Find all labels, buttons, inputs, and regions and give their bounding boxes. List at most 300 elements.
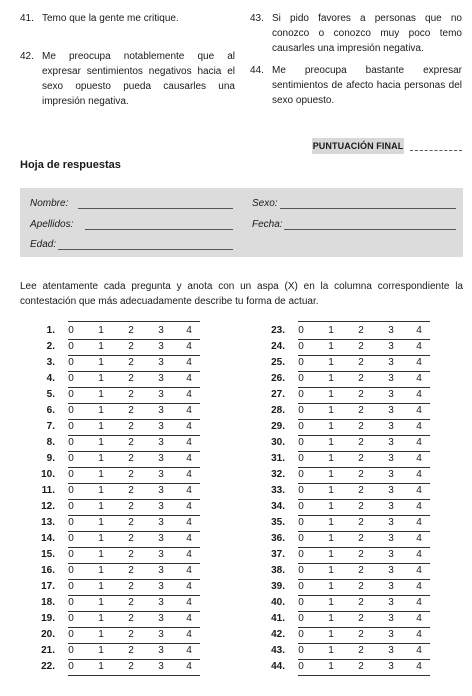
final-score xyxy=(312,138,462,154)
answer-options xyxy=(298,579,430,596)
answer-option-0[interactable]: 0 xyxy=(68,565,74,576)
surname-label: Apellidos: xyxy=(30,219,74,230)
answer-options xyxy=(68,579,200,596)
answer-row-number: 36. xyxy=(271,533,285,544)
answer-option-1[interactable]: 1 xyxy=(328,437,334,448)
answer-option-1[interactable]: 1 xyxy=(98,421,104,432)
answer-option-4[interactable]: 4 xyxy=(186,357,192,368)
answer-option-2[interactable]: 2 xyxy=(128,373,134,384)
answer-option-1[interactable]: 1 xyxy=(328,469,334,480)
answer-option-3[interactable]: 3 xyxy=(158,613,164,624)
answer-row-number: 2. xyxy=(46,341,55,352)
answer-options xyxy=(68,659,200,676)
answer-option-0[interactable]: 0 xyxy=(298,357,304,368)
answer-option-2[interactable]: 2 xyxy=(358,629,364,640)
answer-option-1[interactable]: 1 xyxy=(328,597,334,608)
answer-option-3[interactable]: 3 xyxy=(158,629,164,640)
question-41 xyxy=(20,11,225,26)
sex-input-line[interactable] xyxy=(280,208,456,209)
answer-row-number: 24. xyxy=(271,341,285,352)
answer-option-4[interactable]: 4 xyxy=(416,373,422,384)
answer-option-4[interactable]: 4 xyxy=(416,357,422,368)
answer-option-1[interactable]: 1 xyxy=(98,517,104,528)
answer-options xyxy=(68,499,200,516)
answer-option-0[interactable]: 0 xyxy=(298,373,304,384)
answer-option-0[interactable]: 0 xyxy=(298,501,304,512)
answer-row-number: 9. xyxy=(46,453,55,464)
question-44 xyxy=(250,63,462,108)
answer-option-2[interactable]: 2 xyxy=(358,565,364,576)
answer-option-0[interactable]: 0 xyxy=(298,629,304,640)
name-input-line[interactable] xyxy=(78,208,233,209)
answer-option-1[interactable]: 1 xyxy=(328,581,334,592)
answer-option-3[interactable]: 3 xyxy=(158,645,164,656)
answer-option-2[interactable]: 2 xyxy=(358,357,364,368)
answer-option-4[interactable]: 4 xyxy=(186,565,192,576)
answer-option-4[interactable]: 4 xyxy=(186,405,192,416)
answer-options xyxy=(298,371,430,388)
answer-option-0[interactable]: 0 xyxy=(298,645,304,656)
answer-row-number: 20. xyxy=(41,629,55,640)
answer-option-3[interactable]: 3 xyxy=(158,581,164,592)
answer-option-3[interactable]: 3 xyxy=(158,373,164,384)
answer-option-3[interactable]: 3 xyxy=(158,389,164,400)
answer-options xyxy=(298,643,430,660)
answer-option-2[interactable]: 2 xyxy=(358,549,364,560)
answer-option-0[interactable]: 0 xyxy=(68,405,74,416)
answer-option-0[interactable]: 0 xyxy=(68,597,74,608)
answer-option-2[interactable]: 2 xyxy=(358,453,364,464)
answer-option-0[interactable]: 0 xyxy=(68,661,74,672)
answer-option-0[interactable]: 0 xyxy=(298,421,304,432)
question-text: Me preocupa notablemente que al expresar sentimientos negativos hacia el sexo opuesto pueda causarles una impresión negativa. xyxy=(42,51,235,107)
answer-row-number: 29. xyxy=(271,421,285,432)
answer-option-1[interactable]: 1 xyxy=(328,389,334,400)
answer-option-4[interactable]: 4 xyxy=(186,341,192,352)
answer-option-1[interactable]: 1 xyxy=(98,469,104,480)
answer-option-1[interactable]: 1 xyxy=(98,389,104,400)
answer-option-1[interactable]: 1 xyxy=(98,565,104,576)
answer-option-0[interactable]: 0 xyxy=(298,661,304,672)
answer-option-4[interactable]: 4 xyxy=(416,517,422,528)
answer-option-1[interactable]: 1 xyxy=(328,661,334,672)
answer-option-2[interactable]: 2 xyxy=(128,341,134,352)
answer-option-0[interactable]: 0 xyxy=(298,485,304,496)
answer-option-1[interactable]: 1 xyxy=(98,533,104,544)
answer-row-number: 30. xyxy=(271,437,285,448)
answer-row-number: 40. xyxy=(271,597,285,608)
answer-option-2[interactable]: 2 xyxy=(358,581,364,592)
answer-option-0[interactable]: 0 xyxy=(298,469,304,480)
answer-option-3[interactable]: 3 xyxy=(388,597,394,608)
answer-option-0[interactable]: 0 xyxy=(68,645,74,656)
answer-options xyxy=(298,611,430,628)
answer-option-2[interactable]: 2 xyxy=(128,565,134,576)
answer-option-1[interactable]: 1 xyxy=(328,517,334,528)
answer-option-3[interactable]: 3 xyxy=(158,597,164,608)
answer-option-0[interactable]: 0 xyxy=(68,549,74,560)
answer-option-0[interactable]: 0 xyxy=(298,597,304,608)
answer-option-3[interactable]: 3 xyxy=(388,373,394,384)
answer-option-0[interactable]: 0 xyxy=(68,533,74,544)
answer-row-number: 5. xyxy=(46,389,55,400)
answer-option-0[interactable]: 0 xyxy=(68,613,74,624)
answer-option-4[interactable]: 4 xyxy=(416,485,422,496)
answer-option-4[interactable]: 4 xyxy=(416,469,422,480)
answer-option-1[interactable]: 1 xyxy=(98,645,104,656)
answer-option-3[interactable]: 3 xyxy=(388,549,394,560)
answer-option-1[interactable]: 1 xyxy=(98,373,104,384)
answer-option-4[interactable]: 4 xyxy=(186,597,192,608)
answer-row-number: 44. xyxy=(271,661,285,672)
answer-option-4[interactable]: 4 xyxy=(416,421,422,432)
answer-option-2[interactable]: 2 xyxy=(358,341,364,352)
answer-option-2[interactable]: 2 xyxy=(358,597,364,608)
answer-option-0[interactable]: 0 xyxy=(68,485,74,496)
answer-option-4[interactable]: 4 xyxy=(416,533,422,544)
answer-row-number: 34. xyxy=(271,501,285,512)
answer-options xyxy=(298,419,430,436)
answer-option-4[interactable]: 4 xyxy=(186,645,192,656)
answer-option-2[interactable]: 2 xyxy=(128,469,134,480)
answer-option-1[interactable]: 1 xyxy=(328,645,334,656)
answer-option-3[interactable]: 3 xyxy=(388,501,394,512)
answer-option-2[interactable]: 2 xyxy=(128,389,134,400)
answer-option-2[interactable]: 2 xyxy=(128,613,134,624)
answer-option-4[interactable]: 4 xyxy=(186,517,192,528)
answer-option-2[interactable]: 2 xyxy=(128,629,134,640)
answer-option-1[interactable]: 1 xyxy=(328,421,334,432)
answer-option-4[interactable]: 4 xyxy=(186,421,192,432)
answer-option-4[interactable]: 4 xyxy=(416,453,422,464)
answer-option-0[interactable]: 0 xyxy=(298,517,304,528)
answer-option-1[interactable]: 1 xyxy=(328,549,334,560)
answer-grid-top-rule xyxy=(298,321,430,322)
answer-option-4[interactable]: 4 xyxy=(416,581,422,592)
answer-option-4[interactable]: 4 xyxy=(416,405,422,416)
answer-option-3[interactable]: 3 xyxy=(388,453,394,464)
answer-option-4[interactable]: 4 xyxy=(416,661,422,672)
answer-option-2[interactable]: 2 xyxy=(128,597,134,608)
answer-row-number: 14. xyxy=(41,533,55,544)
answer-option-2[interactable]: 2 xyxy=(358,389,364,400)
answer-row-number: 31. xyxy=(271,453,285,464)
answer-option-3[interactable]: 3 xyxy=(388,421,394,432)
answer-option-4[interactable]: 4 xyxy=(186,501,192,512)
answer-option-1[interactable]: 1 xyxy=(328,613,334,624)
answer-option-0[interactable]: 0 xyxy=(68,389,74,400)
answer-option-2[interactable]: 2 xyxy=(358,613,364,624)
answer-option-4[interactable]: 4 xyxy=(186,453,192,464)
answer-option-2[interactable]: 2 xyxy=(358,421,364,432)
answer-option-3[interactable]: 3 xyxy=(158,453,164,464)
answer-option-1[interactable]: 1 xyxy=(328,405,334,416)
answer-option-0[interactable]: 0 xyxy=(68,453,74,464)
answer-option-1[interactable]: 1 xyxy=(328,341,334,352)
answer-option-0[interactable]: 0 xyxy=(298,533,304,544)
answer-option-1[interactable]: 1 xyxy=(328,373,334,384)
date-input-line[interactable] xyxy=(284,229,456,230)
surname-input-line[interactable] xyxy=(85,229,233,230)
answer-row-number: 17. xyxy=(41,581,55,592)
answer-options xyxy=(298,435,430,452)
answer-option-3[interactable]: 3 xyxy=(158,517,164,528)
answer-option-2[interactable]: 2 xyxy=(358,469,364,480)
answer-row-number: 42. xyxy=(271,629,285,640)
answer-option-1[interactable]: 1 xyxy=(98,437,104,448)
answer-option-3[interactable]: 3 xyxy=(388,533,394,544)
answer-options xyxy=(298,355,430,372)
answer-option-4[interactable]: 4 xyxy=(416,629,422,640)
answer-options xyxy=(298,563,430,580)
answer-options xyxy=(68,419,200,436)
answer-option-2[interactable]: 2 xyxy=(358,517,364,528)
answer-option-1[interactable]: 1 xyxy=(328,565,334,576)
answer-option-3[interactable]: 3 xyxy=(388,645,394,656)
answer-row-number: 43. xyxy=(271,645,285,656)
answer-options xyxy=(68,323,200,340)
answer-option-0[interactable]: 0 xyxy=(298,405,304,416)
answer-option-0[interactable]: 0 xyxy=(68,373,74,384)
answer-option-2[interactable]: 2 xyxy=(128,405,134,416)
answer-option-3[interactable]: 3 xyxy=(388,517,394,528)
answer-option-3[interactable]: 3 xyxy=(158,549,164,560)
answer-option-4[interactable]: 4 xyxy=(186,469,192,480)
answer-option-4[interactable]: 4 xyxy=(416,565,422,576)
answer-options xyxy=(298,403,430,420)
answer-row-number: 6. xyxy=(46,405,55,416)
answer-option-3[interactable]: 3 xyxy=(158,357,164,368)
answer-option-2[interactable]: 2 xyxy=(128,421,134,432)
answer-option-1[interactable]: 1 xyxy=(328,357,334,368)
answer-option-2[interactable]: 2 xyxy=(128,517,134,528)
answer-options xyxy=(298,627,430,644)
answer-row-number: 16. xyxy=(41,565,55,576)
answer-option-1[interactable]: 1 xyxy=(98,613,104,624)
answer-option-1[interactable]: 1 xyxy=(328,485,334,496)
answer-option-2[interactable]: 2 xyxy=(358,325,364,336)
answer-options xyxy=(68,355,200,372)
answer-option-3[interactable]: 3 xyxy=(158,421,164,432)
answer-option-3[interactable]: 3 xyxy=(158,405,164,416)
answer-option-0[interactable]: 0 xyxy=(298,613,304,624)
answer-option-1[interactable]: 1 xyxy=(98,485,104,496)
answer-options xyxy=(68,627,200,644)
answer-option-1[interactable]: 1 xyxy=(98,661,104,672)
answer-option-1[interactable]: 1 xyxy=(98,581,104,592)
answer-option-2[interactable]: 2 xyxy=(128,533,134,544)
answer-option-3[interactable]: 3 xyxy=(388,581,394,592)
answer-option-1[interactable]: 1 xyxy=(328,453,334,464)
answer-option-3[interactable]: 3 xyxy=(388,389,394,400)
answer-option-1[interactable]: 1 xyxy=(98,405,104,416)
answer-options xyxy=(68,387,200,404)
answer-options xyxy=(68,515,200,532)
answer-option-2[interactable]: 2 xyxy=(128,357,134,368)
question-42 xyxy=(20,49,235,109)
answer-options xyxy=(298,499,430,516)
answer-option-4[interactable]: 4 xyxy=(186,613,192,624)
answer-option-4[interactable]: 4 xyxy=(416,341,422,352)
answer-options xyxy=(298,483,430,500)
answer-row-number: 19. xyxy=(41,613,55,624)
answer-option-2[interactable]: 2 xyxy=(128,645,134,656)
answer-option-2[interactable]: 2 xyxy=(358,437,364,448)
answer-option-0[interactable]: 0 xyxy=(68,325,74,336)
answer-option-0[interactable]: 0 xyxy=(68,469,74,480)
answer-options xyxy=(298,659,430,676)
date-label: Fecha: xyxy=(252,219,283,230)
answer-row-number: 11. xyxy=(41,485,55,496)
answer-option-4[interactable]: 4 xyxy=(186,533,192,544)
answer-grid-top-rule xyxy=(68,321,200,322)
answer-option-0[interactable]: 0 xyxy=(68,341,74,352)
answer-option-2[interactable]: 2 xyxy=(128,453,134,464)
answer-option-0[interactable]: 0 xyxy=(68,581,74,592)
answer-row-number: 38. xyxy=(271,565,285,576)
answer-options xyxy=(298,451,430,468)
answer-option-4[interactable]: 4 xyxy=(416,645,422,656)
answer-option-2[interactable]: 2 xyxy=(128,661,134,672)
answer-option-4[interactable]: 4 xyxy=(186,661,192,672)
answer-option-4[interactable]: 4 xyxy=(416,389,422,400)
answer-option-0[interactable]: 0 xyxy=(68,501,74,512)
answer-option-3[interactable]: 3 xyxy=(388,341,394,352)
answer-option-3[interactable]: 3 xyxy=(158,533,164,544)
answer-option-1[interactable]: 1 xyxy=(328,629,334,640)
answer-option-4[interactable]: 4 xyxy=(186,389,192,400)
age-input-line[interactable] xyxy=(58,249,233,250)
answer-option-2[interactable]: 2 xyxy=(128,501,134,512)
answer-option-0[interactable]: 0 xyxy=(298,453,304,464)
answer-option-0[interactable]: 0 xyxy=(68,517,74,528)
answer-option-1[interactable]: 1 xyxy=(98,357,104,368)
answer-option-2[interactable]: 2 xyxy=(128,581,134,592)
answer-option-3[interactable]: 3 xyxy=(158,325,164,336)
answer-option-3[interactable]: 3 xyxy=(158,437,164,448)
answer-options xyxy=(68,371,200,388)
answer-options xyxy=(68,483,200,500)
answer-option-0[interactable]: 0 xyxy=(68,629,74,640)
final-score-label: PUNTUACIÓN FINAL xyxy=(312,138,404,154)
answer-option-3[interactable]: 3 xyxy=(158,469,164,480)
answer-option-0[interactable]: 0 xyxy=(298,581,304,592)
answer-option-4[interactable]: 4 xyxy=(416,613,422,624)
answer-option-3[interactable]: 3 xyxy=(388,661,394,672)
answer-option-4[interactable]: 4 xyxy=(186,581,192,592)
answer-options xyxy=(68,339,200,356)
answer-option-3[interactable]: 3 xyxy=(388,325,394,336)
answer-option-4[interactable]: 4 xyxy=(186,629,192,640)
answer-option-3[interactable]: 3 xyxy=(158,661,164,672)
answer-option-4[interactable]: 4 xyxy=(186,485,192,496)
answer-option-0[interactable]: 0 xyxy=(298,437,304,448)
answer-option-3[interactable]: 3 xyxy=(158,501,164,512)
answer-option-2[interactable]: 2 xyxy=(358,373,364,384)
answer-option-4[interactable]: 4 xyxy=(186,373,192,384)
answer-options xyxy=(298,323,430,340)
answer-option-4[interactable]: 4 xyxy=(416,325,422,336)
final-score-field[interactable] xyxy=(410,150,462,151)
answer-option-1[interactable]: 1 xyxy=(98,501,104,512)
answer-row-number: 3. xyxy=(46,357,55,368)
answer-option-4[interactable]: 4 xyxy=(416,501,422,512)
answer-option-1[interactable]: 1 xyxy=(98,597,104,608)
answer-option-2[interactable]: 2 xyxy=(128,549,134,560)
answer-option-3[interactable]: 3 xyxy=(388,405,394,416)
answer-option-3[interactable]: 3 xyxy=(388,469,394,480)
answer-option-3[interactable]: 3 xyxy=(158,485,164,496)
answer-option-0[interactable]: 0 xyxy=(68,357,74,368)
answer-option-1[interactable]: 1 xyxy=(328,533,334,544)
answer-option-3[interactable]: 3 xyxy=(388,437,394,448)
answer-option-2[interactable]: 2 xyxy=(358,501,364,512)
answer-option-2[interactable]: 2 xyxy=(358,485,364,496)
personal-data-form xyxy=(20,188,463,257)
answer-option-1[interactable]: 1 xyxy=(98,629,104,640)
answer-option-1[interactable]: 1 xyxy=(98,341,104,352)
answer-option-2[interactable]: 2 xyxy=(358,533,364,544)
answer-option-3[interactable]: 3 xyxy=(158,565,164,576)
answer-option-3[interactable]: 3 xyxy=(388,357,394,368)
answer-option-4[interactable]: 4 xyxy=(416,597,422,608)
answer-row-number: 8. xyxy=(46,437,55,448)
sex-label: Sexo: xyxy=(252,198,278,209)
answer-option-1[interactable]: 1 xyxy=(98,453,104,464)
answer-option-0[interactable]: 0 xyxy=(298,341,304,352)
question-number: 43. xyxy=(250,13,264,24)
answer-option-0[interactable]: 0 xyxy=(298,565,304,576)
answer-option-3[interactable]: 3 xyxy=(388,629,394,640)
question-number: 42. xyxy=(20,51,34,62)
answer-option-4[interactable]: 4 xyxy=(186,437,192,448)
answer-option-4[interactable]: 4 xyxy=(416,549,422,560)
answer-option-2[interactable]: 2 xyxy=(128,437,134,448)
answer-option-0[interactable]: 0 xyxy=(68,437,74,448)
answer-option-2[interactable]: 2 xyxy=(358,645,364,656)
answer-option-3[interactable]: 3 xyxy=(388,565,394,576)
answer-option-2[interactable]: 2 xyxy=(358,661,364,672)
answer-option-0[interactable]: 0 xyxy=(298,549,304,560)
answer-option-3[interactable]: 3 xyxy=(158,341,164,352)
answer-options xyxy=(68,643,200,660)
answer-option-0[interactable]: 0 xyxy=(68,421,74,432)
answer-option-1[interactable]: 1 xyxy=(328,501,334,512)
answer-option-3[interactable]: 3 xyxy=(388,485,394,496)
answer-option-0[interactable]: 0 xyxy=(298,325,304,336)
answer-option-1[interactable]: 1 xyxy=(328,325,334,336)
answer-option-4[interactable]: 4 xyxy=(416,437,422,448)
answer-options xyxy=(68,611,200,628)
answer-row-number: 10. xyxy=(41,469,55,480)
answer-option-2[interactable]: 2 xyxy=(128,325,134,336)
answer-row-number: 18. xyxy=(41,597,55,608)
answer-option-2[interactable]: 2 xyxy=(128,485,134,496)
answer-options xyxy=(298,467,430,484)
answer-option-1[interactable]: 1 xyxy=(98,549,104,560)
answer-options xyxy=(68,451,200,468)
answer-option-3[interactable]: 3 xyxy=(388,613,394,624)
answer-sheet-title: Hoja de respuestas xyxy=(20,159,121,171)
answer-option-4[interactable]: 4 xyxy=(186,549,192,560)
answer-options xyxy=(68,403,200,420)
answer-row-number: 22. xyxy=(41,661,55,672)
answer-option-4[interactable]: 4 xyxy=(186,325,192,336)
answer-option-2[interactable]: 2 xyxy=(358,405,364,416)
answer-row-number: 13. xyxy=(41,517,55,528)
answer-option-0[interactable]: 0 xyxy=(298,389,304,400)
answer-option-1[interactable]: 1 xyxy=(98,325,104,336)
